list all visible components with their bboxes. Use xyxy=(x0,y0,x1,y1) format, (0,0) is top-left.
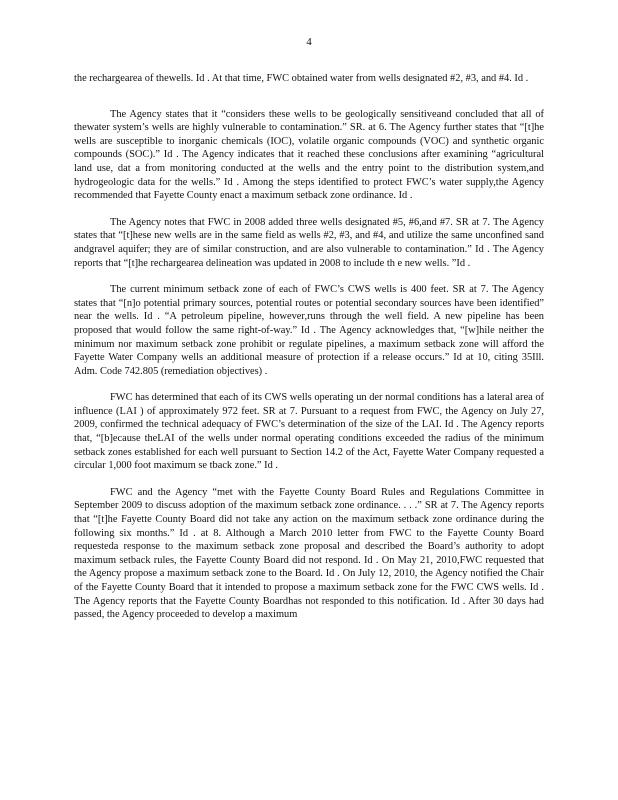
paragraph-lateral-area: FWC has determined that each of its CWS wells operating un der normal conditions has a lateral area of influence (LAI ) of approximately 972 feet. SR at 7. Pursuant to a request from FWC, the Agency on July 27, 2009, confirmed the technical adequacy of FWC’s determination of the size of the LAI. Id . The Agency reports that, “[b]ecause theLAI of the wells under normal operating conditions exceeded the radius of the minimum setback zones established for each well pursuant to Section 14.2 of the Act, Fayette Water Company requested a circular 1,000 foot maximum se tback zone.” Id . xyxy=(74,392,544,472)
document-body xyxy=(74,72,544,635)
page-number: 4 xyxy=(306,36,312,48)
paragraph-geologic-sensitivity: The Agency states that it “considers these wells to be geologically sensitiveand concluded that all of thewater system’s wells are highly vulnerable to contamination.” SR. at 6. The Agency further states that “[t]he wells are susceptible to inorganic chemicals (IOC), volatile organic compounds (VOC) and synthetic organic compounds (SOC).” Id . The Agency indicates that it reached these conclusions after examining “agricultural land use, dat a from monitoring conducted at the wells and the entry point to the distribution system,and hydrogeologic data for the wells.” Id . Among the steps identified to protect FWC’s water supply,the Agency recommended that Fayette County enact a maximum setback zone ordinance. Id . xyxy=(74,108,544,202)
paragraph-county-board: FWC and the Agency “met with the Fayette County Board Rules and Regulations Committee in September 2009 to discuss adoption of the maximum setback zone ordinance. . . .” SR at 7. The Agency reports that “[t]he Fayette County Board did not take any action on the maximum setback zone ordinance during the following six months.” Id . at 8. Although a March 2010 letter from FWC to the Fayette County Board requesteda response to the maximum setback zone proposal and described the Board’s authority to adopt maximum setback rules, the Fayette County Board did not respond. Id . On May 21, 2010,FWC requested that the Agency propose a maximum setback zone to the Board. Id . On July 12, 2010, the Agency notified the Chair of the Fayette County Board that it intended to propose a maximum setback zone for the FWC CWS wells. Id . The Agency reports that the Fayette County Boardhas not responded to this notification. Id . After 30 days had passed, the Agency proceeded to develop a maximum xyxy=(74,486,544,621)
paragraph-recharge-area: the rechargearea of thewells. Id . At that time, FWC obtained water from wells designated #2, #3, and #4. Id . xyxy=(74,73,529,84)
paragraph-new-wells: The Agency notes that FWC in 2008 added three wells designated #5, #6,and #7. SR at 7. The Agency states that “[t]hese new wells are in the same field as wells #2, #3, and #4, and utilize the same unconfined sand andgravel aquifer; they are of similar construction, and are also vulnerable to contamination.” Id . The Agency reports that “[t]he rechargearea delineation was updated in 2008 to include th e new wells. ”Id . xyxy=(74,216,544,269)
paragraph-setback-zone: The current minimum setback zone of each of FWC’s CWS wells is 400 feet. SR at 7. The Agency states that “[n]o potential primary sources, potential routes or potential secondary sources have been identified” near the wells. Id . “A petroleum pipeline, however,runs through the well field. A new pipeline has been proposed that would follow the same right-of-way.” Id . The Agency acknowledges that, “[w]hile neither the minimum nor maximum setback zone prohibit or regulate pipelines, a maximum setback zone will afford the Fayette Water Company wells an additional measure of protection if a release occurs.” Id at 10, citing 35Ill. Adm. Code 742.805 (remediation objectives) . xyxy=(74,284,544,377)
